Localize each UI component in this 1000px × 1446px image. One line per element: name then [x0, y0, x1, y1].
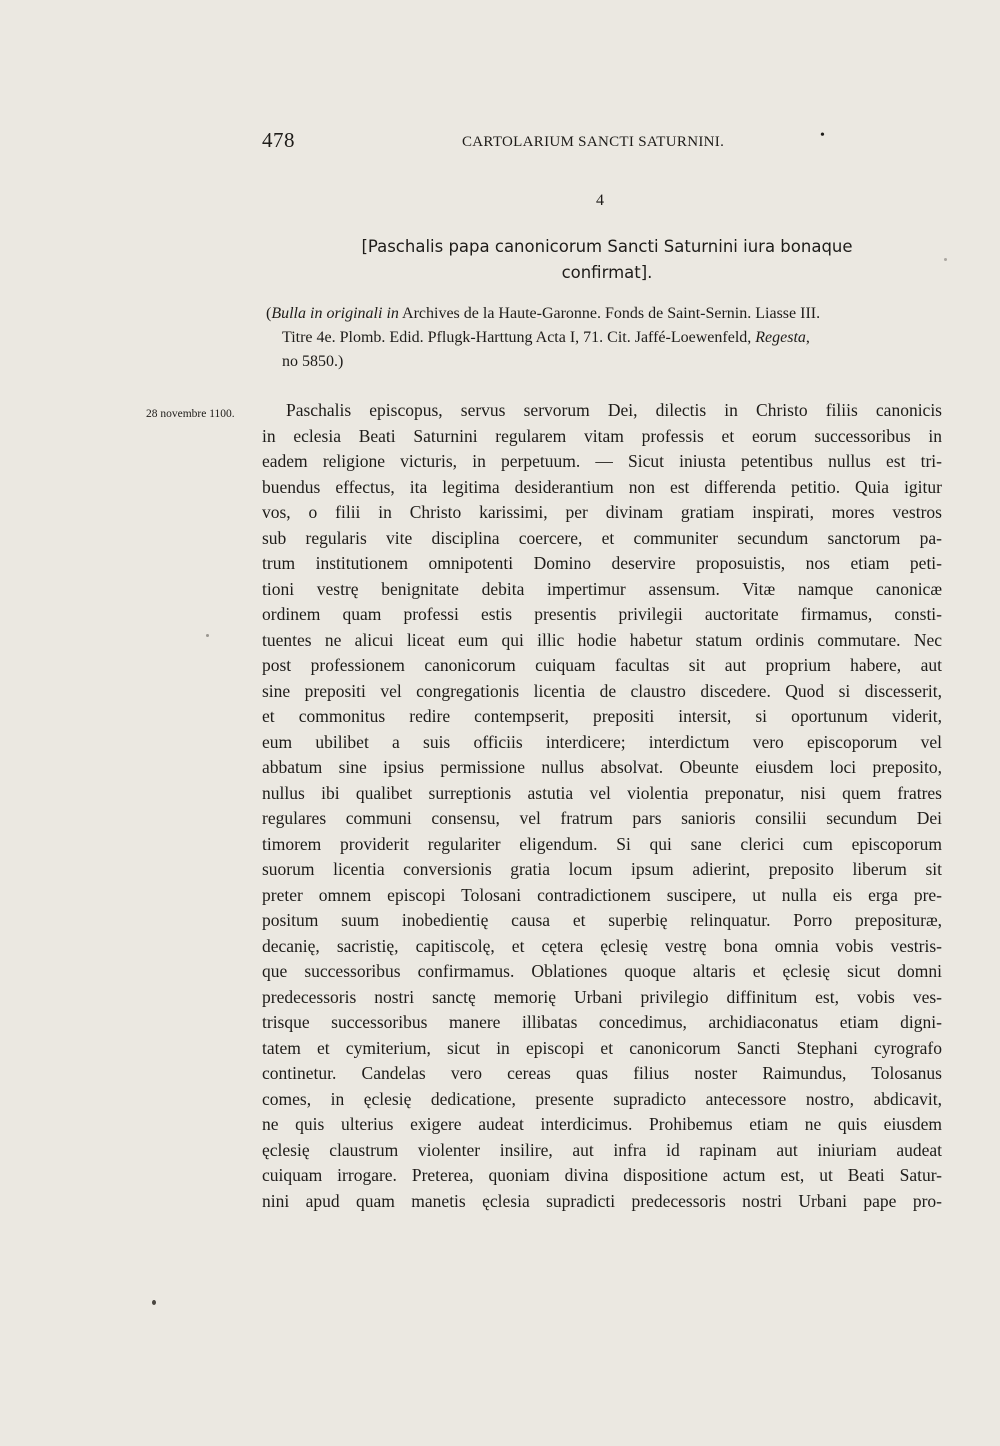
- body-line: ordinem quam professi estis presentis privilegii auctoritate firmamus, consti-: [262, 604, 942, 624]
- body-line: Paschalis episcopus, servus servorum Dei, dilectis in Christo filiis canonicis: [286, 400, 942, 420]
- body-line: et commonitus redire contempserit, prepositi intersit, si oportunum viderit,: [262, 706, 942, 726]
- body-line: suorum licentia conversionis gratia locum ipsum adierint, preposito liberum sit: [262, 859, 942, 879]
- body-line: ne quis ulterius exigere audeat interdicimus. Prohibemus etiam ne quis eiusdem: [262, 1114, 942, 1134]
- body-line: post professionem canonicorum cuiquam facultas sit aut proprium habere, aut: [262, 655, 942, 675]
- document-number: 4: [596, 192, 604, 209]
- body-line: nini apud quam manetis ęclesia supradicti predecessoris nostri Urbani pape pro-: [262, 1190, 942, 1211]
- body-line: tatem et cymiterium, sicut in episcopi et canonicorum Sancti Stephani cyrografo: [262, 1037, 942, 1058]
- body-line: tioni vestrę benignitate debita impertimur assensum. Vitæ namque canonicæ: [262, 578, 942, 599]
- body-line: preter omnem episcopi Tolosani contradictionem suscipere, ut nulla eis erga pre-: [262, 884, 942, 905]
- body-line: in eclesia Beati Saturnini regularem vitam professis et eorum successoribus in: [262, 425, 942, 446]
- body-line: eadem religione victuris, in perpetuum. — Sicut iniusta petentibus nullus est tri-: [262, 451, 942, 471]
- body-line: regulares communi consensu, vel fratrum pars sanioris consilii secundum Dei: [262, 808, 942, 828]
- page-number: 478: [262, 128, 295, 152]
- body-line: sub regularis vite disciplina coercere, et communiter secundum sanctorum pa-: [262, 527, 942, 548]
- source-note-line: (Bulla in originali in Archives de la Haute-Garonne. Fonds de Saint-Sernin. Liasse III.: [266, 305, 821, 322]
- body-line: abbatum sine ipsius permissione nullus absolvat. Obeunte eiusdem loci preposito,: [262, 757, 942, 777]
- body-line: cuiquam irrogare. Preterea, quoniam divina dispositione actum est, ut Beati Satur-: [262, 1165, 942, 1185]
- body-line: ęclesię claustrum violenter insilire, aut infra id rapinam aut iniuriam audeat: [262, 1139, 942, 1160]
- running-title: CARTOLARIUM SANCTI SATURNINI.: [462, 134, 725, 150]
- ink-speck: [152, 1300, 156, 1305]
- margin-date: 28 novembre 1100.: [146, 408, 235, 420]
- body-line: nullus ibi qualibet surreptionis astutia vel violentia preponatur, nisi quem fratres: [262, 782, 942, 803]
- body-line: tuentes ne alicui liceat eum qui illic hodie habetur statum ordinis commutare. Nec: [262, 629, 942, 650]
- body-line: que successoribus confirmamus. Oblationes quoque altaris et ęclesię sicut domni: [262, 961, 942, 981]
- body-line: predecessoris nostri sanctę memorię Urbani privilegio diffinitum est, vobis ves-: [262, 986, 942, 1007]
- body-line: comes, in ęclesię dedicatione, presente supradicto antecessore nostro, abdicavit,: [262, 1088, 942, 1109]
- header-dot: •: [820, 128, 825, 143]
- document-title: [262, 234, 952, 286]
- title-line: confirmat].: [561, 263, 653, 282]
- body-line: timorem providerit regulariter eligendum. Si qui sane clerici cum episcoporum: [262, 833, 942, 854]
- body-line: positum suum inobedientię causa et superbię relinquatur. Porro preposituræ,: [262, 910, 942, 930]
- body-line: sine prepositi vel congregationis licentia de claustro discedere. Quod si discesserit,: [262, 680, 942, 701]
- document-body: [262, 398, 942, 1214]
- body-line: eum ubilibet a suis officiis interdicere; interdictum vero episcoporum vel: [262, 731, 942, 752]
- page-header: [262, 128, 952, 160]
- source-note-line: no 5850.): [282, 353, 344, 370]
- ink-speck: [206, 634, 209, 637]
- body-line: vos, o filii in Christo karissimi, per divinam gratiam inspirati, mores vestros: [262, 502, 942, 522]
- body-line: continetur. Candelas vero cereas quas filius noster Raimundus, Tolosanus: [262, 1063, 942, 1083]
- body-line: trisque successoribus manere illibatas concedimus, archidiaconatus etiam digni-: [262, 1012, 942, 1032]
- body-line: buendus effectus, ita legitima desiderantium non est differenda petitio. Quia igitur: [262, 476, 942, 497]
- body-line: trum institutionem omnipotenti Domino deservire proposuistis, nos etiam peti-: [262, 553, 942, 573]
- ink-speck: [944, 258, 947, 261]
- title-line: [Paschalis papa canonicorum Sancti Saturnini iura bonaque: [361, 237, 853, 256]
- source-note-line: Titre 4e. Plomb. Edid. Pflugk-Harttung Acta I, 71. Cit. Jaffé-Loewenfeld, Regesta,: [282, 329, 810, 346]
- source-note: [266, 302, 956, 374]
- body-line: decanię, sacristię, capitiscolę, et cętera ęclesię vestrę bona omnia vobis vestris-: [262, 935, 942, 956]
